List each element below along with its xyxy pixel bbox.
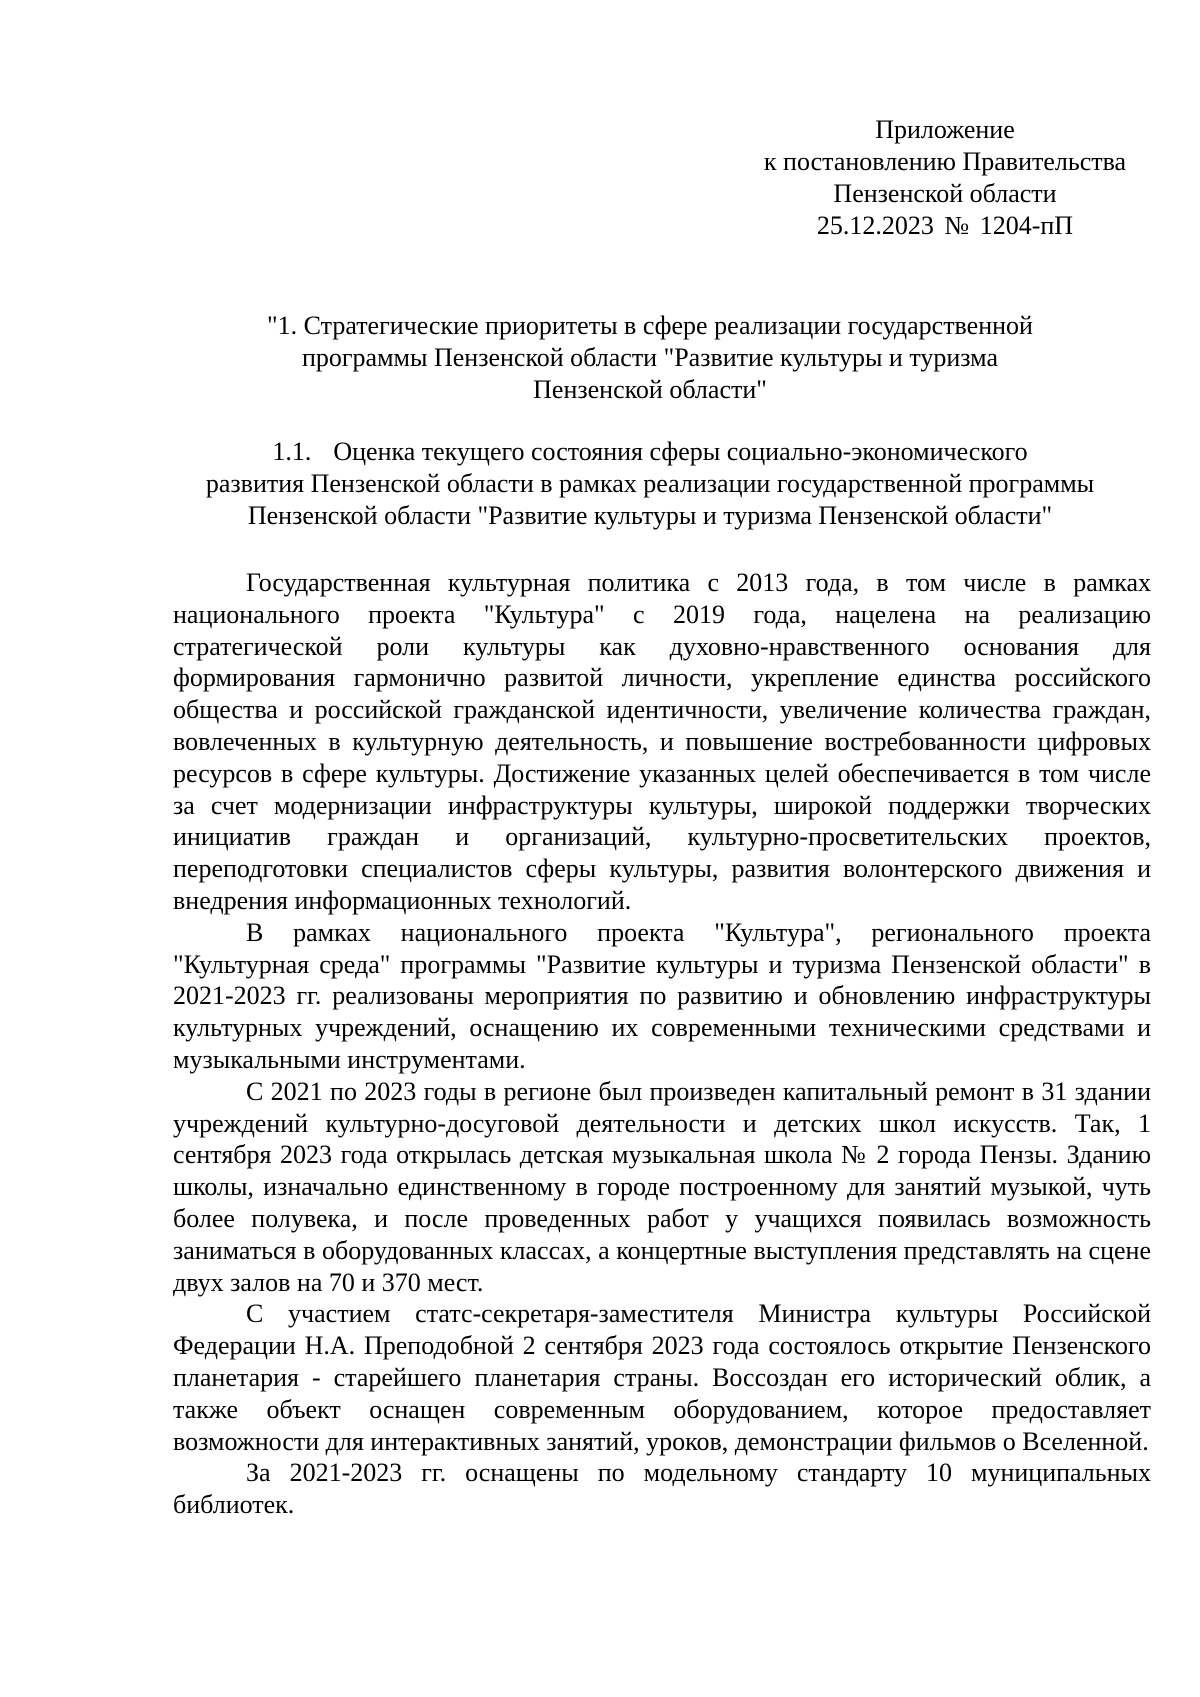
subsection-heading bbox=[150, 436, 1150, 532]
section-title bbox=[150, 310, 1150, 406]
subsection-number: 1.1. bbox=[272, 437, 312, 466]
appendix-region-line: Пензенской области bbox=[833, 179, 1057, 208]
appendix-number-sign: № bbox=[944, 211, 970, 240]
appendix-resolution-line: к постановлению Правительства bbox=[763, 147, 1127, 176]
section-title-line: Пензенской области" bbox=[533, 375, 767, 404]
appendix-date: 25.12.2023 bbox=[816, 211, 934, 240]
paragraph: В рамках национального проекта "Культура", регионального проекта "Культурная среда" программы "Развитие культуры и туризма Пензенской области" в 2021-2023 гг. реализованы мероприятия по развитию и обновлению инфраструктуры культурных учреждений, оснащению их современными техническими средствами и музыкальными инструментами. bbox=[173, 917, 1151, 1074]
subsection-heading-text: Оценка текущего состояния сферы социально-экономического bbox=[333, 437, 1028, 466]
appendix-date-number bbox=[715, 210, 1175, 242]
subsection-heading-line: развития Пензенской области в рамках реализации государственной программы bbox=[205, 469, 1095, 498]
appendix-title: Приложение bbox=[875, 115, 1015, 144]
section-title-line: программы Пензенской области "Развитие культуры и туризма bbox=[301, 343, 999, 372]
paragraph: Государственная культурная политика с 2013 года, в том числе в рамках национального проекта "Культура" с 2019 года, нацелена на реализацию стратегической роли культуры как духовно-нравственного основания для формирования гармонично развитой личности, укрепление единства российского общества и российской гражданской идентичности, увеличение количества граждан, вовлеченных в культурную деятельность, и повышение востребованности цифровых ресурсов в сфере культуры. Достижение указанных целей обеспечивается в том числе за счет модернизации инфраструктуры культуры, широкой поддержки творческих инициатив граждан и организаций, культурно-просветительских проектов, переподготовки специалистов сферы культуры, развития волонтерского движения и внедрения информационных технологий. bbox=[173, 568, 1151, 915]
paragraph: За 2021-2023 гг. оснащены по модельному стандарту 10 муниципальных библиотек. bbox=[173, 1458, 1151, 1520]
appendix-number: 1204-пП bbox=[979, 211, 1074, 240]
section-title-line: "1. Стратегические приоритеты в сфере реализации государственной bbox=[267, 311, 1033, 340]
body-text bbox=[173, 567, 1151, 1521]
subsection-heading-line: Пензенской области "Развитие культуры и туризма Пензенской области" bbox=[247, 501, 1053, 530]
paragraph: С 2021 по 2023 годы в регионе был произведен капитальный ремонт в 31 здании учреждений культурно-досуговой деятельности и детских школ искусств. Так, 1 сентября 2023 года открылась детская музыкальная школа № 2 города Пензы. Зданию школы, изначально единственному в городе построенному для занятий музыкой, чуть более полувека, и после проведенных работ у учащихся появилась возможность заниматься в оборудованных классах, а концертные выступления представлять на сцене двух залов на 70 и 370 мест. bbox=[173, 1076, 1151, 1297]
appendix-header bbox=[715, 114, 1175, 242]
paragraph: С участием статс-секретаря-заместителя Министра культуры Российской Федерации Н.А. Преподобной 2 сентября 2023 года состоялось открытие Пензенского планетария - старейшего планетария страны. Воссоздан его исторический облик, а также объект оснащен современным оборудованием, которое предоставляет возможности для интерактивных занятий, уроков, демонстрации фильмов о Вселенной. bbox=[173, 1299, 1151, 1456]
subsection-heading-line bbox=[150, 436, 1150, 468]
